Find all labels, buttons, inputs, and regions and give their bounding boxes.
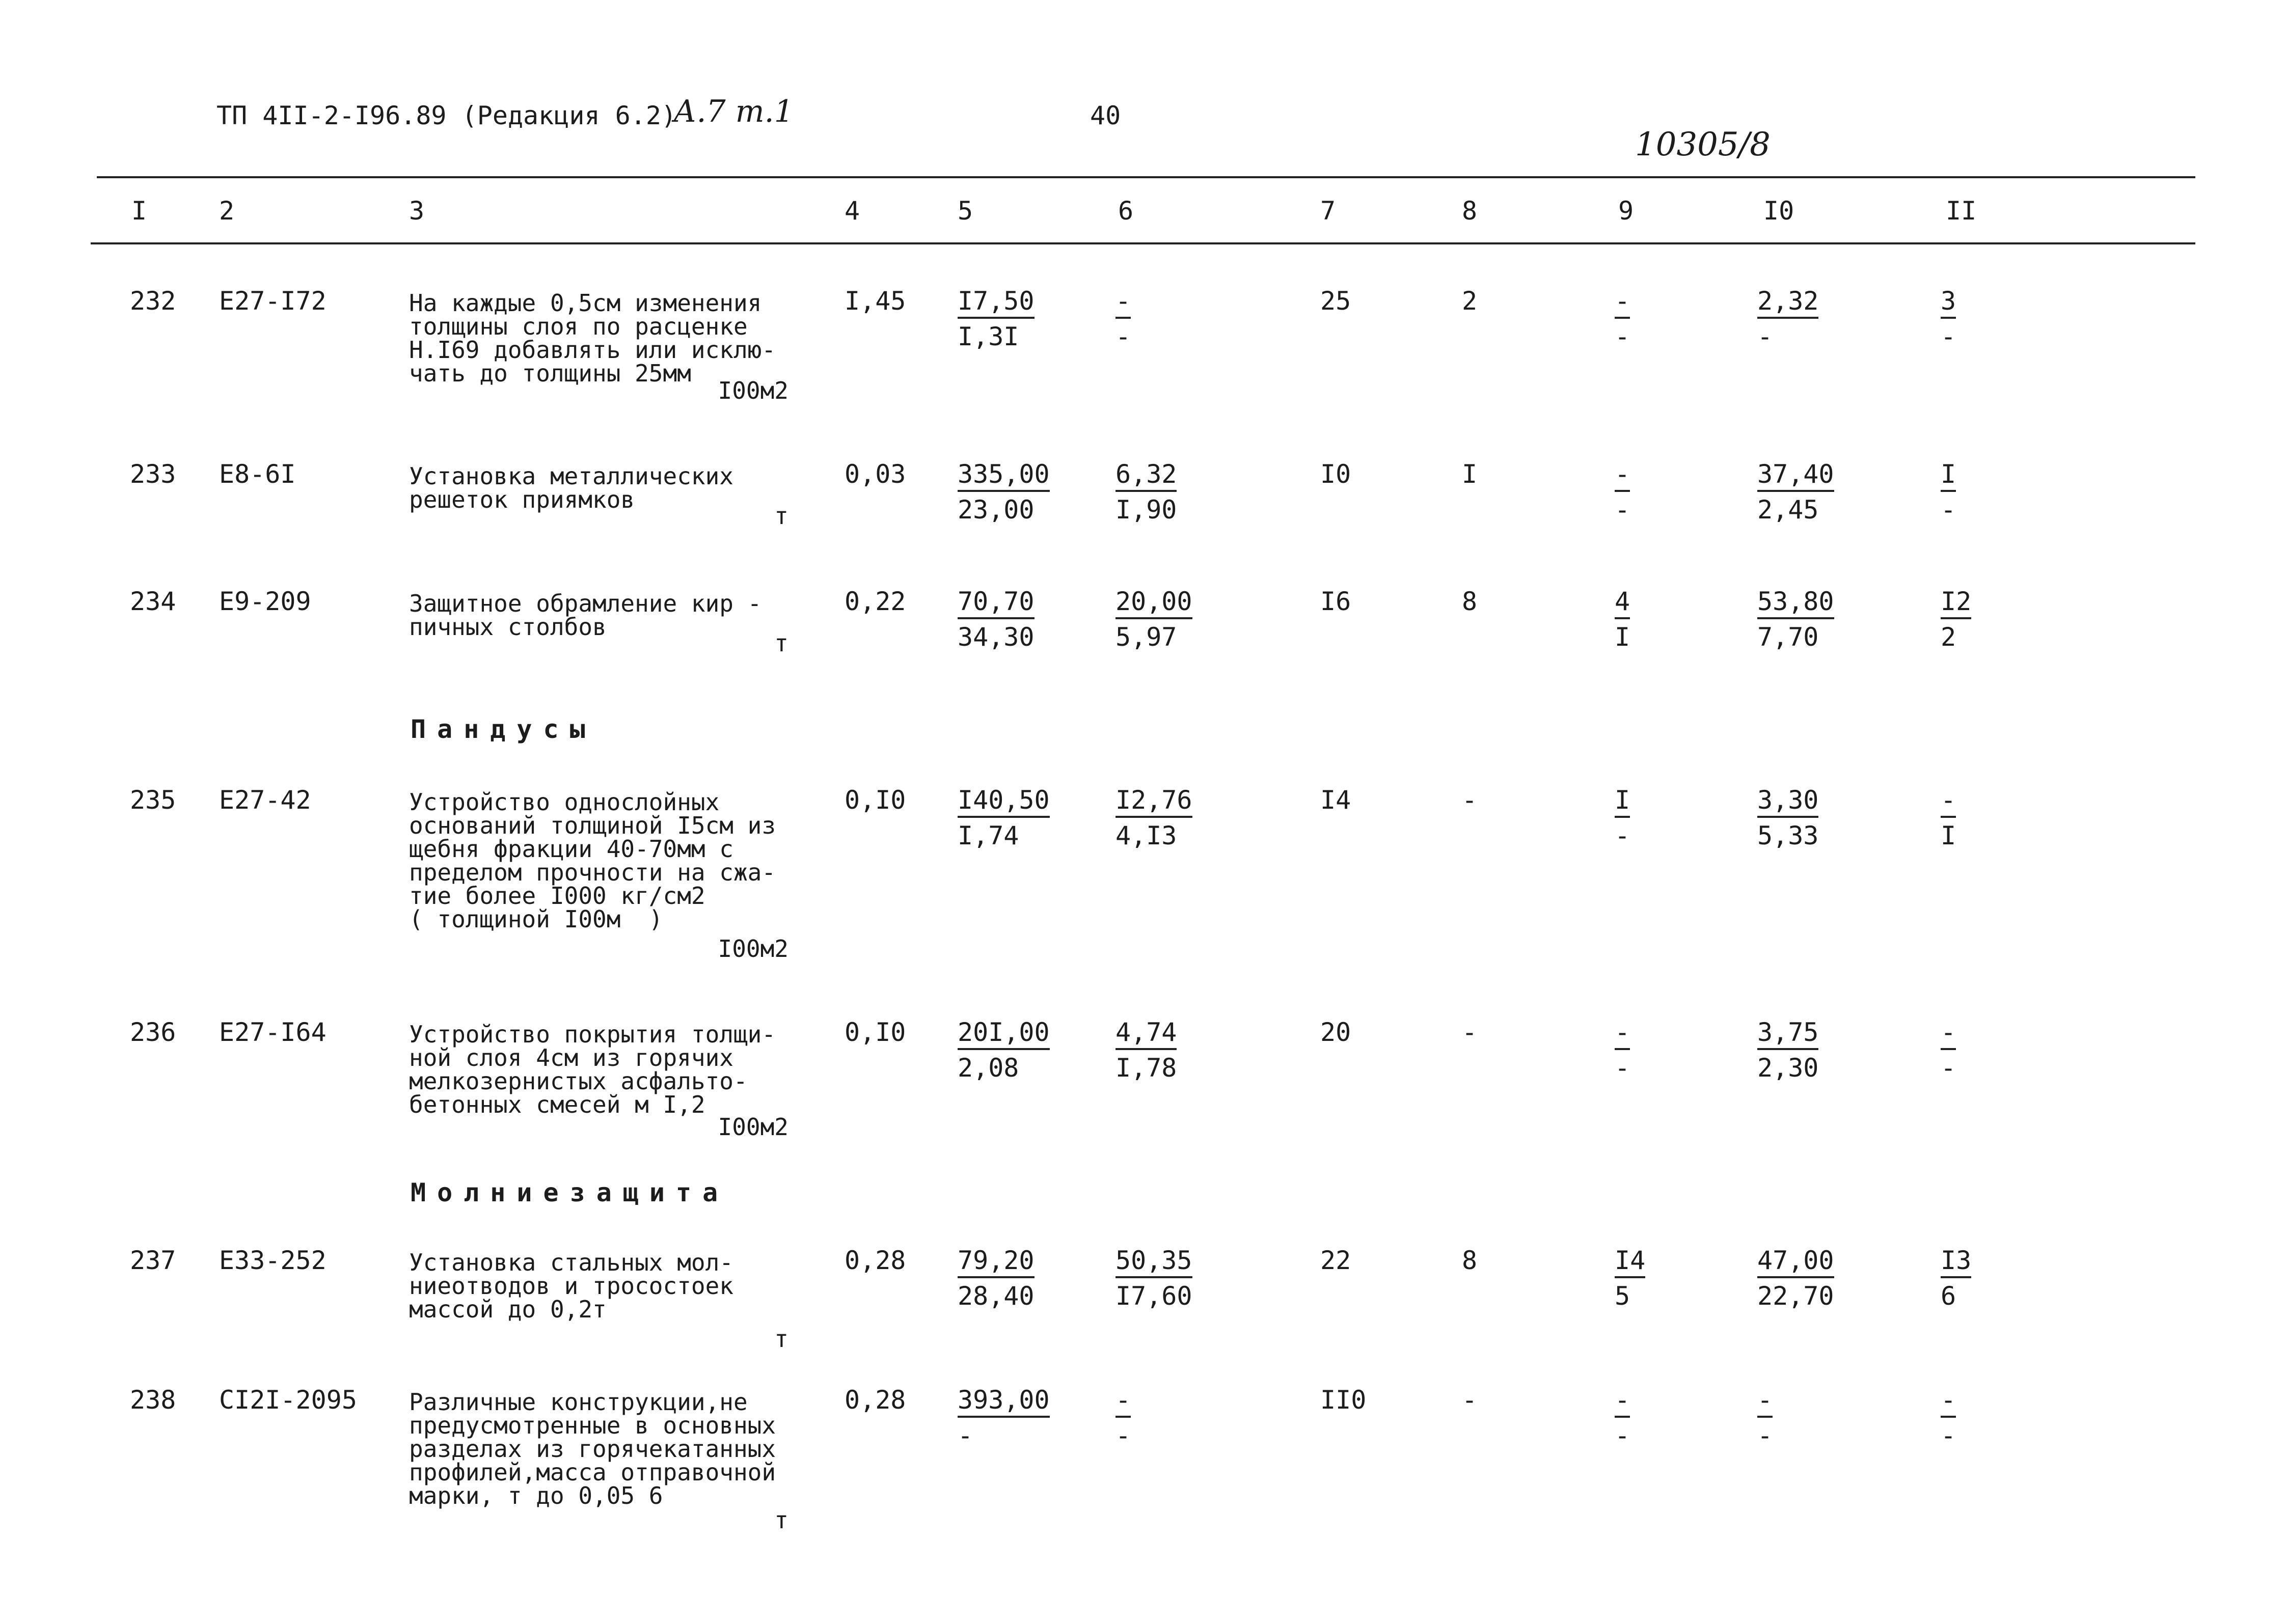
col9-fraction <box>1615 587 1630 652</box>
col11-fraction-numerator: - <box>1941 1385 1956 1418</box>
header-rule <box>91 242 2195 244</box>
machine-fraction-numerator: - <box>1115 286 1131 319</box>
unit-of-measure: I00м2 <box>718 935 788 962</box>
unit-of-measure: т <box>774 1325 788 1353</box>
labor-value: 25 <box>1320 286 1351 316</box>
col9-fraction-numerator: I <box>1615 785 1630 818</box>
work-description <box>409 1251 733 1321</box>
category-value: I <box>1462 459 1478 489</box>
coefficient: 0,03 <box>845 459 906 489</box>
work-description <box>409 464 733 511</box>
category-value: - <box>1462 785 1478 815</box>
col10-fraction-denominator: 7,70 <box>1757 622 1819 652</box>
cost-fraction-numerator: 70,70 <box>958 587 1035 619</box>
description-line: тие более I000 кг/см2 <box>409 882 705 910</box>
description-line: предусмотренные в основных <box>409 1412 776 1439</box>
machine-fraction-numerator: I2,76 <box>1115 785 1192 818</box>
unit-of-measure: т <box>774 502 788 530</box>
description-line: Установка металлических <box>409 462 733 490</box>
cost-fraction-numerator: I7,50 <box>958 286 1035 319</box>
handwritten-number: 10305/8 <box>1635 126 1771 163</box>
col10-fraction <box>1757 1017 1818 1083</box>
col10-fraction <box>1757 1385 1773 1450</box>
col9-fraction <box>1615 286 1630 351</box>
unit-of-measure: т <box>774 629 788 657</box>
description-line: Устройство покрытия толщи- <box>409 1021 776 1048</box>
col-header-1: I <box>131 196 147 226</box>
cost-fraction <box>958 286 1035 351</box>
cost-fraction-numerator: 393,00 <box>958 1385 1050 1418</box>
machine-fraction-numerator: 6,32 <box>1115 459 1177 492</box>
col11-fraction <box>1941 1385 1956 1450</box>
col11-fraction <box>1941 1246 1971 1311</box>
col11-fraction-denominator: - <box>1941 1421 1956 1450</box>
col9-fraction <box>1615 1246 1645 1311</box>
unit-of-measure: I00м2 <box>718 377 788 404</box>
cost-fraction-denominator: 34,30 <box>958 622 1035 652</box>
col11-fraction <box>1941 1017 1956 1083</box>
description-line: чать до толщины 25мм <box>409 360 691 387</box>
description-line: ниеотводов и тросостоек <box>409 1272 733 1300</box>
rate-code: E8-6I <box>219 459 296 489</box>
cost-fraction-numerator: 79,20 <box>958 1246 1035 1278</box>
col9-fraction-denominator: - <box>1615 495 1630 525</box>
row-number: 237 <box>130 1246 176 1275</box>
category-value: 2 <box>1462 286 1478 316</box>
col9-fraction-numerator: 4 <box>1615 587 1630 619</box>
rate-code: E27-42 <box>219 785 311 815</box>
col10-fraction <box>1757 459 1834 525</box>
col11-fraction-denominator: - <box>1941 322 1956 351</box>
cost-fraction <box>958 1385 1050 1450</box>
col9-fraction-denominator: - <box>1615 821 1630 850</box>
cost-fraction-numerator: 335,00 <box>958 459 1050 492</box>
rate-code: E27-I72 <box>219 286 326 316</box>
machine-fraction <box>1115 1017 1177 1083</box>
labor-value: 22 <box>1320 1246 1351 1275</box>
col9-fraction-numerator: I4 <box>1615 1246 1645 1278</box>
cost-fraction-denominator: I,74 <box>958 821 1019 850</box>
labor-value: 20 <box>1320 1017 1351 1047</box>
col11-fraction <box>1941 459 1956 525</box>
work-description <box>409 1390 776 1507</box>
col9-fraction-numerator: - <box>1615 1385 1630 1418</box>
col10-fraction-denominator: 2,45 <box>1757 495 1819 525</box>
machine-fraction-denominator: - <box>1115 322 1131 351</box>
cost-fraction <box>958 459 1050 525</box>
description-line: пределом прочности на сжа- <box>409 859 776 886</box>
col-header-9: 9 <box>1618 196 1634 226</box>
description-line: Н.I69 добавлять или исклю- <box>409 336 776 364</box>
col-header-3: 3 <box>409 196 425 226</box>
col-header-7: 7 <box>1320 196 1336 226</box>
col10-fraction-numerator: - <box>1757 1385 1773 1418</box>
col10-fraction-numerator: 53,80 <box>1757 587 1834 619</box>
col10-fraction-numerator: 2,32 <box>1757 286 1818 319</box>
row-number: 236 <box>130 1017 176 1047</box>
cost-fraction-numerator: I40,50 <box>958 785 1050 818</box>
category-value: 8 <box>1462 1246 1478 1275</box>
doc-code: ТП 4II-2-I96.89 (Редакция 6.2) <box>216 101 677 130</box>
unit-of-measure: т <box>774 1506 788 1534</box>
description-line: оснований толщиной I5см из <box>409 812 776 839</box>
col9-fraction-numerator: - <box>1615 286 1630 319</box>
cost-fraction-denominator: - <box>958 1421 973 1450</box>
handwritten-ref: А.7 т.1 <box>673 94 794 129</box>
description-line: щебня фракции 40-70мм с <box>409 835 733 863</box>
machine-fraction <box>1115 459 1177 525</box>
top-rule <box>97 176 2195 178</box>
labor-value: II0 <box>1320 1385 1367 1415</box>
description-line: решеток приямков <box>409 486 635 513</box>
row-number: 232 <box>130 286 176 316</box>
machine-fraction-numerator: 50,35 <box>1115 1246 1192 1278</box>
col-header-4: 4 <box>845 196 860 226</box>
col11-fraction-numerator: I2 <box>1941 587 1971 619</box>
col11-fraction-numerator: I <box>1941 459 1956 492</box>
col11-fraction-denominator: 2 <box>1941 622 1956 652</box>
category-value: 8 <box>1462 587 1478 616</box>
machine-fraction <box>1115 587 1192 652</box>
description-line: Различные конструкции,не <box>409 1388 748 1416</box>
col-header-11: II <box>1946 196 1977 226</box>
rate-code: CI2I-2095 <box>219 1385 357 1415</box>
cost-fraction <box>958 785 1050 850</box>
col10-fraction <box>1757 587 1834 652</box>
col-header-10: I0 <box>1763 196 1794 226</box>
machine-fraction-denominator: I,78 <box>1115 1053 1177 1083</box>
col11-fraction-numerator: - <box>1941 1017 1956 1050</box>
machine-fraction-denominator: 4,I3 <box>1115 821 1177 850</box>
cost-fraction-denominator: 2,08 <box>958 1053 1019 1083</box>
col10-fraction-denominator: - <box>1757 322 1773 351</box>
col10-fraction-numerator: 3,75 <box>1757 1017 1818 1050</box>
description-line: ной слоя 4см из горячих <box>409 1044 733 1071</box>
work-description <box>409 291 776 385</box>
col9-fraction-numerator: - <box>1615 1017 1630 1050</box>
col10-fraction-denominator: 22,70 <box>1757 1281 1834 1311</box>
description-line: марки, т до 0,05 6 <box>409 1482 663 1509</box>
col10-fraction-numerator: 37,40 <box>1757 459 1834 492</box>
description-line: разделах из горячекатанных <box>409 1435 776 1463</box>
col-header-2: 2 <box>219 196 235 226</box>
description-line: массой до 0,2т <box>409 1296 607 1323</box>
category-value: - <box>1462 1017 1478 1047</box>
coefficient: 0,22 <box>845 587 906 616</box>
col11-fraction-numerator: 3 <box>1941 286 1956 319</box>
labor-value: I6 <box>1320 587 1351 616</box>
col10-fraction-numerator: 47,00 <box>1757 1246 1834 1278</box>
labor-value: I4 <box>1320 785 1351 815</box>
cost-fraction <box>958 1246 1035 1311</box>
col11-fraction-numerator: I3 <box>1941 1246 1971 1278</box>
work-description <box>409 1023 776 1116</box>
machine-fraction-denominator: 5,97 <box>1115 622 1177 652</box>
col9-fraction-denominator: - <box>1615 322 1630 351</box>
description-line: Устройство однослойных <box>409 788 720 816</box>
col-header-8: 8 <box>1462 196 1478 226</box>
description-line: Защитное обрамление кир - <box>409 590 762 617</box>
cost-fraction <box>958 587 1035 652</box>
machine-fraction-denominator: I7,60 <box>1115 1281 1192 1311</box>
labor-value: I0 <box>1320 459 1351 489</box>
coefficient: 0,I0 <box>845 1017 906 1047</box>
col9-fraction <box>1615 1385 1630 1450</box>
coefficient: 0,28 <box>845 1246 906 1275</box>
col-header-5: 5 <box>958 196 973 226</box>
cost-fraction-numerator: 20I,00 <box>958 1017 1050 1050</box>
col11-fraction-denominator: 6 <box>1941 1281 1956 1311</box>
col10-fraction <box>1757 785 1818 850</box>
coefficient: I,45 <box>845 286 906 316</box>
col11-fraction-numerator: - <box>1941 785 1956 818</box>
section-heading-ramps: Пандусы <box>411 714 596 744</box>
col10-fraction-denominator: 2,30 <box>1757 1053 1819 1083</box>
col9-fraction-denominator: - <box>1615 1421 1630 1450</box>
coefficient: 0,I0 <box>845 785 906 815</box>
col9-fraction <box>1615 785 1630 850</box>
col11-fraction <box>1941 286 1956 351</box>
machine-fraction-numerator: - <box>1115 1385 1131 1418</box>
col9-fraction-denominator: 5 <box>1615 1281 1630 1311</box>
col10-fraction <box>1757 286 1818 351</box>
description-line: бетонных смесей м I,2 <box>409 1091 705 1118</box>
cost-fraction-denominator: 23,00 <box>958 495 1035 525</box>
machine-fraction-numerator: 4,74 <box>1115 1017 1177 1050</box>
col11-fraction-denominator: - <box>1941 1053 1956 1083</box>
machine-fraction <box>1115 785 1192 850</box>
machine-fraction <box>1115 1385 1131 1450</box>
unit-of-measure: I00м2 <box>718 1113 788 1141</box>
col11-fraction-denominator: I <box>1941 821 1956 850</box>
work-description <box>409 790 776 931</box>
rate-code: E27-I64 <box>219 1017 326 1047</box>
cost-fraction <box>958 1017 1050 1083</box>
col10-fraction-denominator: 5,33 <box>1757 821 1819 850</box>
page-number: 40 <box>1090 101 1121 130</box>
row-number: 233 <box>130 459 176 489</box>
row-number: 234 <box>130 587 176 616</box>
row-number: 235 <box>130 785 176 815</box>
col10-fraction-denominator: - <box>1757 1421 1773 1450</box>
description-line: На каждые 0,5см изменения <box>409 289 762 317</box>
machine-fraction <box>1115 286 1131 351</box>
description-line: профилей,масса отправочной <box>409 1458 776 1486</box>
description-line: Установка стальных мол- <box>409 1249 733 1276</box>
section-heading-lightning: Молниезащита <box>411 1178 729 1207</box>
coefficient: 0,28 <box>845 1385 906 1415</box>
category-value: - <box>1462 1385 1478 1415</box>
col9-fraction-denominator: I <box>1615 622 1630 652</box>
rate-code: E9-209 <box>219 587 311 616</box>
description-line: толщины слоя по расценке <box>409 313 748 340</box>
machine-fraction-denominator: - <box>1115 1421 1131 1450</box>
description-line: мелкозернистых асфальто- <box>409 1067 748 1095</box>
col11-fraction <box>1941 785 1956 850</box>
col11-fraction <box>1941 587 1971 652</box>
machine-fraction-denominator: I,90 <box>1115 495 1177 525</box>
description-line: ( толщиной I00м ) <box>409 905 663 933</box>
col9-fraction <box>1615 459 1630 525</box>
cost-fraction-denominator: I,3I <box>958 322 1019 351</box>
col10-fraction <box>1757 1246 1834 1311</box>
col10-fraction-numerator: 3,30 <box>1757 785 1818 818</box>
col11-fraction-denominator: - <box>1941 495 1956 525</box>
description-line: пичных столбов <box>409 613 607 641</box>
col-header-6: 6 <box>1118 196 1134 226</box>
row-number: 238 <box>130 1385 176 1415</box>
col9-fraction-denominator: - <box>1615 1053 1630 1083</box>
machine-fraction <box>1115 1246 1192 1311</box>
col9-fraction <box>1615 1017 1630 1083</box>
col9-fraction-numerator: - <box>1615 459 1630 492</box>
machine-fraction-numerator: 20,00 <box>1115 587 1192 619</box>
cost-fraction-denominator: 28,40 <box>958 1281 1035 1311</box>
rate-code: E33-252 <box>219 1246 326 1275</box>
